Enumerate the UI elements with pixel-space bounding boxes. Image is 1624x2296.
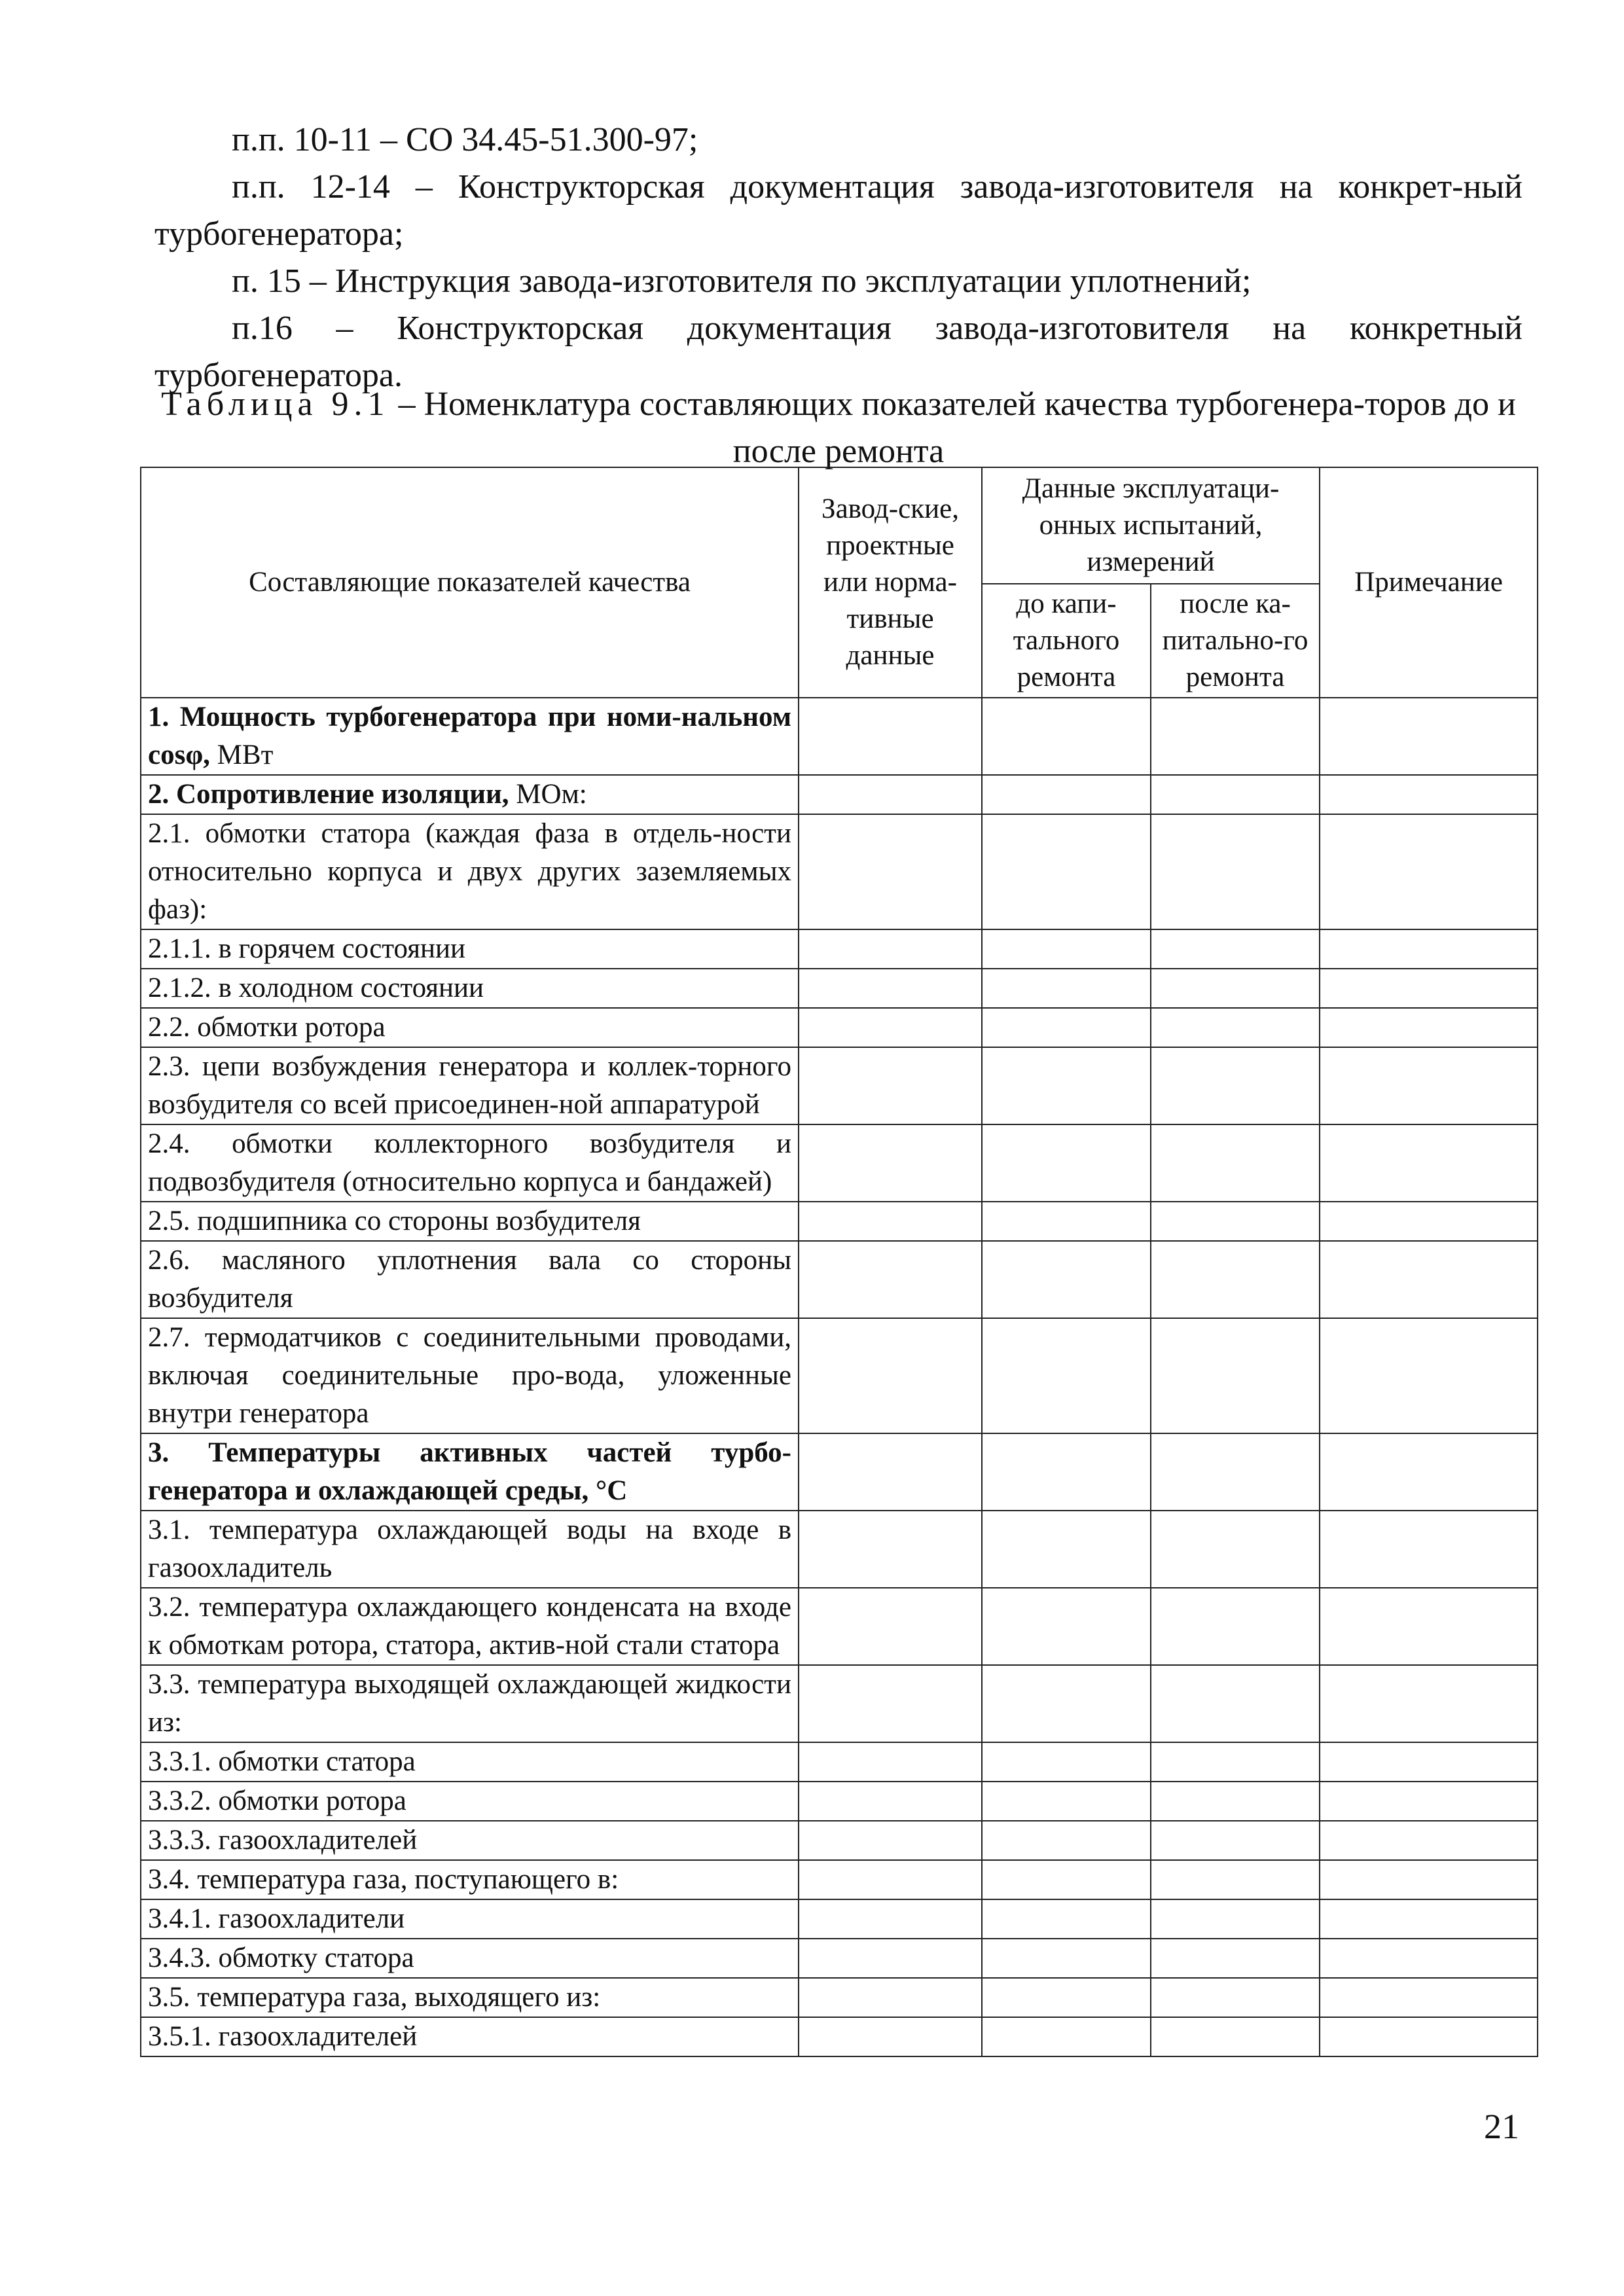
table-row [141,1241,1538,1318]
empty-value-cell [799,1978,982,2017]
empty-value-cell [799,1742,982,1782]
indicator-heading: 3. Температуры активных частей турбо-генератора и охлаждающей среды, °С [148,1437,791,1506]
empty-value-cell [1320,1202,1538,1241]
empty-value-cell [1151,1782,1320,1821]
indicator-label [141,1047,799,1124]
empty-value-cell [1320,1860,1538,1899]
table-row [141,2017,1538,2056]
indicator-text: 2.5. подшипника со стороны возбудителя [148,1206,641,1236]
empty-value-cell [1320,698,1538,775]
intro-paragraph: п.16 – Конструкторская документация завода-изготовителя на конкретный турбогенератора. [154,310,1523,394]
empty-value-cell [982,929,1151,969]
table-caption [154,381,1523,475]
header-before-repair: до капи-тального ремонта [982,584,1151,698]
empty-value-cell [1151,1939,1320,1978]
empty-value-cell [982,1939,1151,1978]
indicator-text: 2.7. термодатчиков с соединительными проводами, включая соединительные про-вода, уложенные внутри генератора [148,1322,791,1429]
indicator-label [141,1665,799,1742]
indicator-label [141,1124,799,1202]
indicator-label [141,929,799,969]
empty-value-cell [982,1899,1151,1939]
empty-value-cell [982,1047,1151,1124]
indicator-label [141,1241,799,1318]
empty-value-cell [982,969,1151,1008]
indicator-text: 2.2. обмотки ротора [148,1012,386,1043]
empty-value-cell [799,1241,982,1318]
indicator-text: МВт [209,740,274,770]
empty-value-cell [1151,775,1320,814]
empty-value-cell [799,1588,982,1665]
indicator-label [141,1978,799,2017]
table-row [141,1588,1538,1665]
indicator-label [141,969,799,1008]
empty-value-cell [1320,1511,1538,1588]
empty-value-cell [799,2017,982,2056]
empty-value-cell [799,1939,982,1978]
empty-value-cell [982,1008,1151,1047]
indicator-label [141,1202,799,1241]
empty-value-cell [1151,1008,1320,1047]
indicator-text: 2.3. цепи возбуждения генератора и коллек-торного возбудителя со всей присоединен-ной аппаратурой [148,1051,791,1120]
table-body [141,698,1538,2056]
table-row [141,929,1538,969]
empty-value-cell [982,1782,1151,1821]
empty-value-cell [1320,1821,1538,1860]
indicator-label [141,1939,799,1978]
empty-value-cell [1320,1008,1538,1047]
empty-value-cell [1320,814,1538,929]
indicator-label [141,1433,799,1511]
header-operational-tests: Данные эксплуатаци-онных испытаний, измерений [982,467,1320,584]
empty-value-cell [982,1978,1151,2017]
indicator-label [141,1511,799,1588]
empty-value-cell [799,1511,982,1588]
empty-value-cell [1151,1047,1320,1124]
empty-value-cell [799,1008,982,1047]
indicator-label [141,1782,799,1821]
empty-value-cell [799,1899,982,1939]
empty-value-cell [1320,1047,1538,1124]
empty-value-cell [799,969,982,1008]
table-row [141,1318,1538,1433]
indicator-label [141,2017,799,2056]
empty-value-cell [1151,698,1320,775]
indicator-label [141,1008,799,1047]
table-caption-text: – Номенклатура составляющих показателей качества турбогенера-торов до и после ремонта [389,386,1516,470]
indicator-label [141,1860,799,1899]
indicator-text: 3.4.1. газоохладители [148,1903,405,1934]
intro-paragraph: п.п. 12-14 – Конструкторская документация завода-изготовителя на конкрет-ный турбогенератора; [154,168,1523,253]
table-row [141,814,1538,929]
empty-value-cell [799,1202,982,1241]
indicator-label [141,775,799,814]
empty-value-cell [799,1860,982,1899]
table-row [141,1047,1538,1124]
table-row [141,1939,1538,1978]
empty-value-cell [1320,2017,1538,2056]
empty-value-cell [982,1202,1151,1241]
table-row [141,1742,1538,1782]
empty-value-cell [799,1665,982,1742]
indicator-text: 3.2. температура охлаждающего конденсата на входе к обмоткам ротора, статора, актив-ной стали статора [148,1592,791,1660]
indicator-label [141,698,799,775]
indicator-label [141,1588,799,1665]
empty-value-cell [1151,1899,1320,1939]
empty-value-cell [982,1124,1151,1202]
indicator-label [141,814,799,929]
empty-value-cell [1151,969,1320,1008]
header-factory-data: Завод-ские, проектные или норма-тивные данные [799,467,982,698]
indicator-text: 2.1.1. в горячем состоянии [148,933,466,964]
table-row [141,1511,1538,1588]
empty-value-cell [1151,1202,1320,1241]
indicator-text: МОм: [509,779,587,810]
header-note: Примечание [1320,467,1538,698]
empty-value-cell [799,1318,982,1433]
table-row [141,1899,1538,1939]
empty-value-cell [1151,2017,1320,2056]
empty-value-cell [799,814,982,929]
empty-value-cell [799,1433,982,1511]
empty-value-cell [1151,1588,1320,1665]
empty-value-cell [1320,1124,1538,1202]
intro-text [154,117,1523,399]
empty-value-cell [1320,1978,1538,2017]
empty-value-cell [1151,1978,1320,2017]
empty-value-cell [799,1821,982,1860]
indicator-text: 2.1.2. в холодном состоянии [148,973,484,1003]
intro-paragraph: п.п. 10-11 – СО 34.45-51.300-97; [232,121,698,158]
indicator-text: 3.4. температура газа, поступающего в: [148,1864,619,1895]
empty-value-cell [1320,1318,1538,1433]
indicator-text: 3.5. температура газа, выходящего из: [148,1982,601,2013]
empty-value-cell [1151,1665,1320,1742]
table-row [141,1124,1538,1202]
intro-paragraph: п. 15 – Инструкция завода-изготовителя по эксплуатации уплотнений; [232,262,1252,300]
empty-value-cell [1320,1939,1538,1978]
empty-value-cell [982,1588,1151,1665]
table-row [141,1821,1538,1860]
indicator-text: 3.5.1. газоохладителей [148,2021,418,2052]
empty-value-cell [1151,1318,1320,1433]
table-row [141,1782,1538,1821]
empty-value-cell [982,775,1151,814]
indicator-text: 2.6. масляного уплотнения вала со стороны возбудителя [148,1245,791,1314]
table-row [141,1860,1538,1899]
empty-value-cell [982,1433,1151,1511]
empty-value-cell [1151,1860,1320,1899]
empty-value-cell [1151,1821,1320,1860]
empty-value-cell [982,698,1151,775]
empty-value-cell [1320,775,1538,814]
empty-value-cell [982,1511,1151,1588]
empty-value-cell [1320,969,1538,1008]
empty-value-cell [1151,1241,1320,1318]
header-after-repair: после ка-питально-го ремонта [1151,584,1320,698]
empty-value-cell [982,1318,1151,1433]
empty-value-cell [1151,1511,1320,1588]
empty-value-cell [1320,1588,1538,1665]
indicator-label [141,1821,799,1860]
empty-value-cell [982,1241,1151,1318]
empty-value-cell [799,929,982,969]
indicator-label [141,1742,799,1782]
table-row [141,1008,1538,1047]
empty-value-cell [799,1124,982,1202]
empty-value-cell [1151,1433,1320,1511]
empty-value-cell [982,2017,1151,2056]
empty-value-cell [1320,1433,1538,1511]
empty-value-cell [982,1821,1151,1860]
indicator-text: 2.4. обмотки коллекторного возбудителя и подвозбудителя (относительно корпуса и бандажей) [148,1128,791,1197]
indicator-text: 2.1. обмотки статора (каждая фаза в отдель-ности относительно корпуса и двух других заземляемых фаз): [148,818,791,925]
empty-value-cell [982,1742,1151,1782]
indicator-text: 3.3.2. обмотки ротора [148,1785,406,1816]
empty-value-cell [1320,929,1538,969]
empty-value-cell [1151,1124,1320,1202]
empty-value-cell [982,1860,1151,1899]
empty-value-cell [799,1782,982,1821]
empty-value-cell [799,1047,982,1124]
table-row [141,969,1538,1008]
empty-value-cell [982,814,1151,929]
empty-value-cell [1151,814,1320,929]
indicator-text: 3.3.3. газоохладителей [148,1825,418,1856]
indicator-heading: 2. Сопротивление изоляции, [148,779,509,810]
table-row [141,1202,1538,1241]
empty-value-cell [982,1665,1151,1742]
empty-value-cell [1320,1782,1538,1821]
empty-value-cell [1151,1742,1320,1782]
empty-value-cell [1320,1899,1538,1939]
header-component: Составляющие показателей качества [141,467,799,698]
table-caption-label: Таблица 9.1 [161,386,390,423]
indicator-label [141,1899,799,1939]
empty-value-cell [1320,1241,1538,1318]
empty-value-cell [1320,1742,1538,1782]
empty-value-cell [799,775,982,814]
indicator-label [141,1318,799,1433]
indicator-text: 3.4.3. обмотку статора [148,1943,414,1973]
indicator-text: 3.1. температура охлаждающей воды на входе в газоохладитель [148,1515,791,1583]
empty-value-cell [1151,929,1320,969]
indicator-text: 3.3. температура выходящей охлаждающей жидкости из: [148,1669,791,1738]
table-row [141,1433,1538,1511]
empty-value-cell [1320,1665,1538,1742]
table-row [141,775,1538,814]
table-row [141,1665,1538,1742]
table-row [141,1978,1538,2017]
page-number: 21 [1484,2107,1519,2146]
table-row [141,698,1538,775]
indicator-heading: 1. Мощность турбогенератора при номи-нальном cosφ, [148,702,791,770]
empty-value-cell [799,698,982,775]
quality-indicators-table [140,467,1538,2057]
indicator-text: 3.3.1. обмотки статора [148,1746,416,1777]
